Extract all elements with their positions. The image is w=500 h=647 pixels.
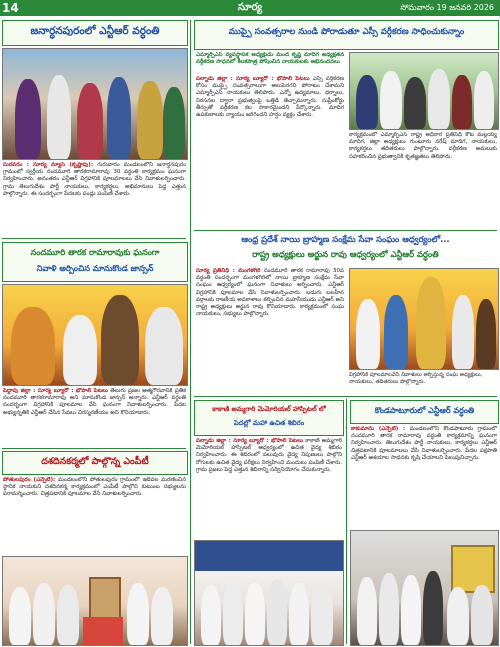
inner-column-divider: [346, 399, 347, 644]
a7-body: [351, 426, 497, 526]
column-divider: [190, 20, 191, 644]
divider: [194, 396, 497, 397]
a4-text-left: ఎస్సీ వర్గీకరణ కోసం ముప్పై సంవత్సరాలుగా అలుపెరగని పోరాటం చేశామని ఎమ్మార్పీఎస్ నాయకులు తెలిపారు. ఎన్నో ఉద్యమాలు, ధర్నాలు, నిరసనల ద్వారా ప్రభుత్వంపై ఒత్తిడి తెచ్చామన్నారు. సుప్రీంకోర్టు తీర్పుతో వర్గీకరణ కల సాకారమైందని పేర్కొన్నారు. మాదిగ ఉపకులాలకు న్యాయం జరిగిందని హర్షం వ్యక్తం చేశారు.: [196, 76, 344, 119]
a2-text: తెలుగు ప్రజల ఆత్మగౌరవానికి ప్రతీక నందమూరి తారకరామారావు అని మానుకొండ జాన్సన్ అన్నారు. ఎన్టీఆర్ వర్ధంతి సందర్భంగా విగ్రహానికి పూలమాల వేసి ఘనంగా నివాళులర్పించారు. పేదల అభ్యున్నతికి ఎన్టీఆర్ చేసిన సేవలు చిరస్మరణీయం అని కొనియాడారు.: [3, 388, 186, 416]
a7-headline-box: [350, 400, 499, 424]
page-header-bar: [0, 0, 500, 16]
a6-body: [196, 438, 342, 534]
a1-body: [3, 162, 186, 234]
a4-body-left: [196, 76, 344, 226]
a1-text: గురువారం మండలంలోని జనార్ధనపురం గ్రామంలో స్వర్గీయ నందమూరి తారకరామారావు 30 వర్ధంతి కార్యక్రమం ఘనంగా నిర్వహించారు. అనంతరం ఎన్టీఆర్ విగ్రహానికి పూలమాలలు వేసి నివాళులర్పించారు. గ్రామ తెలుగుదేశం పార్టీ నాయకులు, కార్యకర్తలు, అభిమానులు పెద్ద ఎత్తున పాల్గొన్నారు. ఈ సందర్భంగా పేదలకు పండ్లు పంపిణీ చేశారు.: [3, 162, 186, 197]
a5-photo: [349, 268, 499, 370]
a6-dateline: పల్నాడు జిల్లా : సూర్య బ్యూరో : భోపాలి పేటలు: [196, 438, 304, 444]
a6-text: కాకాణి అమ్మగారి మెమోరియల్ హాస్పిటల్ ఆధ్వర్యంలో ఉచిత వైద్య శిబిరం నిర్వహించారు. ఈ శిబిరంలో పలువురు వైద్య నిపుణులు పాల్గొని రోగులకు ఉచిత వైద్య పరీక్షలు నిర్వహించి మందులు పంపిణీ చేశారు. గ్రామ ప్రజలు పెద్ద ఎత్తున శిబిరాన్ని సద్వినియోగం చేసుకున్నారు.: [196, 438, 342, 473]
divider: [2, 238, 186, 239]
a1-headline-box: [2, 20, 188, 46]
a2-headline-line2: నివాళి అర్పించిన మానుకొండ జాన్సన్: [36, 263, 154, 273]
a2-photo: [2, 284, 188, 386]
a1-headline: జనార్ధనపురంలో ఎన్టీఆర్ వర్ధంతి: [30, 25, 160, 37]
a7-dateline: కాకుమాను (ఎన్పేటి) :: [351, 426, 406, 432]
a4-body-right: కార్యక్రమంలో ఎమ్మార్పీఎస్ రాష్ట్ర అధికార ప్రతినిధి కోట మల్లయ్య మాదిగ, జిల్లా అధ్యక్షులు గుంటూరు నరేష్ మాదిగ, నాయకులు, కార్యకర్తలు తదితరులు పాల్గొన్నారు. వర్గీకరణ అమలుకు సహకరించిన ప్రభుత్వానికి కృతజ్ఞతలు తెలిపారు.: [349, 132, 497, 160]
page-date: సోమవారం 19 జనవరి 2026: [400, 3, 494, 12]
page-number: 14: [2, 1, 19, 15]
a5-body: [196, 268, 344, 392]
a2-headline-box: [2, 242, 188, 282]
a1-photo: [2, 48, 188, 160]
a1-dateline: సురవరం : సూర్య న్యూస్ (కృష్ణాపు):: [3, 162, 94, 168]
a5-headline-line1: ఆంధ్ర ప్రదేశ్ నాయి బ్రాహ్మణ సంక్షేమ సేవా సంఘం ఆధ్వర్యంలో...: [241, 234, 450, 244]
a7-photo: [350, 530, 499, 646]
a5-caption: విగ్రహానికి పూలమాలవేసి నివాళులు అర్పిస్తున్న సంఘ అధ్యక్షులు, నాయకులు, తదితరులు పాల్గొన్నారు.: [349, 372, 483, 385]
a3-headline-box: [2, 451, 188, 475]
a6-headline-box: [194, 400, 344, 436]
a4-dateline: పల్నాడు జిల్లా : సూర్య బ్యూరో : భోపాలి పేటలు: [196, 76, 310, 82]
a3-photo: [2, 556, 188, 646]
a2-dateline: పెద్దాపు జిల్లా : సూర్య బ్యూరో : భోపాలి పేటలు: [3, 388, 108, 394]
a5-text: నందమూరి తారక రామారావు 30వ వర్ధంతి సందర్భంగా మంగళగిరిలో నాయి బ్రాహ్మణ సంక్షేమ సేవా సంఘం ఆధ్వర్యంలో ఘనంగా నివాళులు అర్పించారు. ఎన్టీఆర్ విగ్రహానికి పూలమాల వేసి నివాళులర్పించారు. బడుగు బలహీన వర్గాలకు రాజకీయ అవకాశాలు కల్పించిన మహనీయుడు ఎన్టీఆర్ అని రాష్ట్ర అధ్యక్షులు అర్జున రావు కొనియాడారు. కార్యక్రమంలో సంఘ నాయకులు, సభ్యులు పాల్గొన్నారు.: [196, 268, 344, 318]
a6-headline-line1: కాకాణి అమ్మగారి మెమోరియల్ హాస్పిటల్ లో: [212, 405, 326, 413]
a3-body: [3, 477, 186, 551]
a3-headline: దశదినకర్మలో పాల్గొన్న ఎంపీటీ: [41, 456, 149, 467]
a4-headline-box: [194, 20, 499, 50]
a2-body: [3, 388, 186, 444]
a5-dateline: సూర్య ప్రతినిధి : మంగళగిరి: [196, 268, 261, 274]
a6-photo: [194, 540, 344, 646]
divider: [2, 448, 186, 449]
a3-text: మండలంలోని పోతులపురం గ్రామంలో ఇటీవల మరణించిన స్థానిక నాయకుని దశదినకర్మ కార్యక్రమంలో ఎంపీటీ పాల్గొని కుటుంబ సభ్యులను పరామర్శించారు. చిత్రపటానికి పూలమాల వేసి నివాళులర్పించారు.: [3, 477, 186, 498]
a7-headline: కొండపాటూరులో ఎన్టీఆర్ వర్ధంతి: [374, 406, 475, 415]
a4-lead: ఎమ్మార్పీఎస్ వ్యవస్థాపక అధ్యక్షుడు మంద కృష్ణ మాదిగ అధ్యక్షతన వర్గీకరణ సాధనలో కీలకపాత్ర పోషించిన నాయకులకు అభినందనలు: [196, 52, 344, 66]
divider: [194, 230, 497, 231]
a6-headline-line2: పెదల్లో మహా ఉచిత శిబిరం: [233, 419, 305, 427]
a4-headline: ముప్పై సంవత్సరాల నుండి పోరాడుతూ ఎస్సీ వర్గీకరణ సాధించుకున్నాం: [228, 27, 465, 37]
a5-headline-line2: రాష్ట్ర అధ్యక్షులు అర్జున రావు ఆధ్వర్యంలో ఎన్టీఆర్ వర్ధంతి: [252, 249, 439, 259]
a3-dateline: పోతులపురం (ఎన్పేటి):: [3, 477, 56, 483]
a4-photo: [349, 52, 499, 130]
a2-headline-line1: నందమూరి తారక రామారావుకు ఘనంగా: [30, 247, 160, 257]
a7-text: మండలంలోని కొండపాటూరు గ్రామంలో నందమూరి తారక రామారావు వర్ధంతి కార్యక్రమాన్ని ఘనంగా నిర్వహించారు. తెలుగుదేశం పార్టీ నాయకులు, కార్యకర్తలు ఎన్టీఆర్ చిత్రపటానికి పూలమాలలు వేసి నివాళులర్పించారు. పేదల పక్షపాతి ఎన్టీఆర్ ఆశయాల సాధనకు కృషి చేయాలని పిలుపునిచ్చారు.: [351, 426, 497, 461]
masthead: సూర్య: [237, 2, 263, 13]
